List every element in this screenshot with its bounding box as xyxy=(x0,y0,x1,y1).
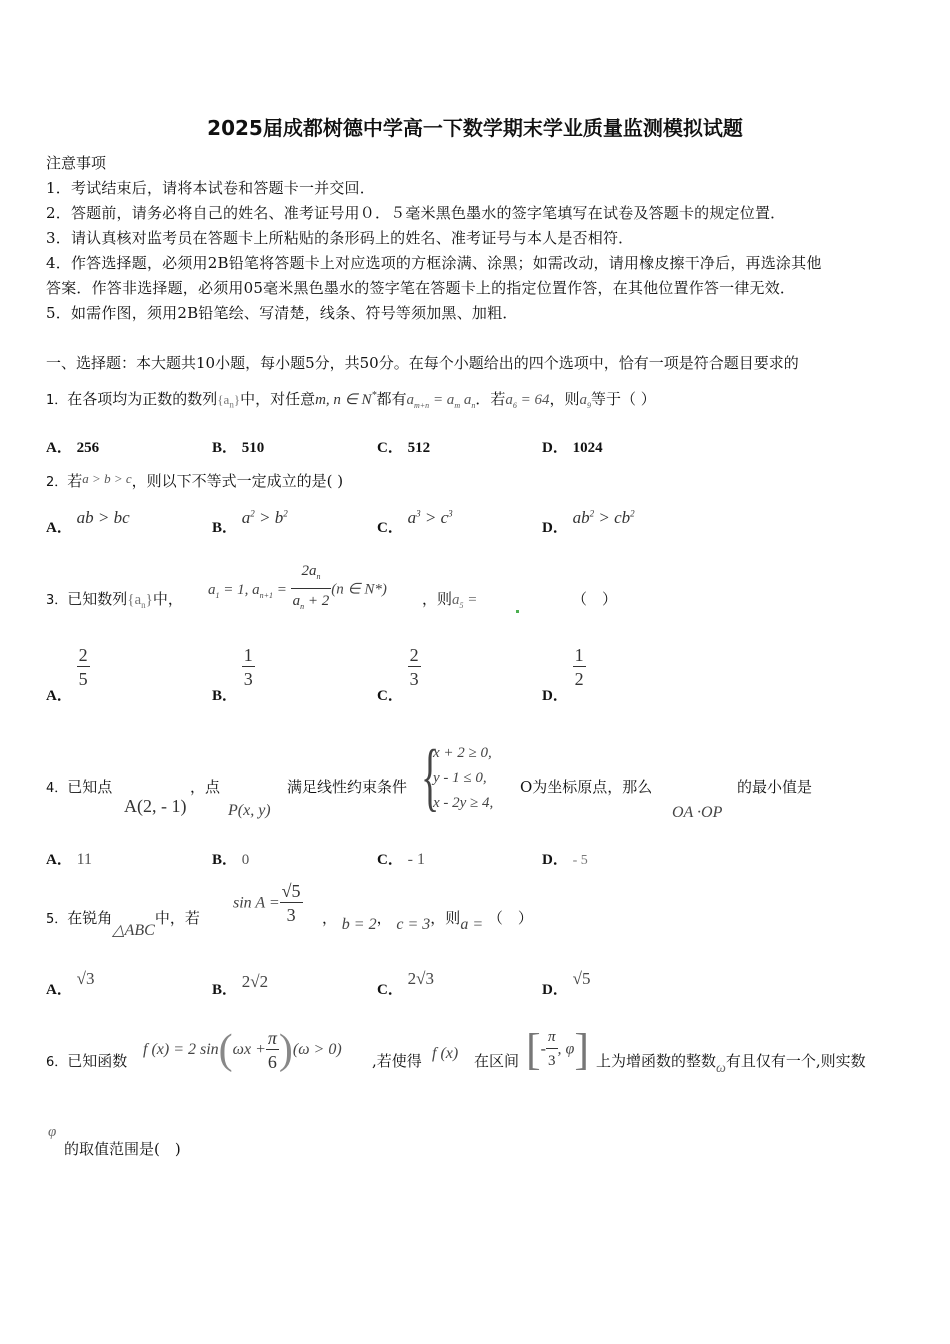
notice-item: 3．请认真核对监考员在答题卡上所粘贴的条形码上的姓名、准考证号与本人是否相符． xyxy=(46,229,634,247)
question-text: ，则 xyxy=(422,590,453,608)
page-title: 2025届成都树德中学高一下数学期末学业质量监测模拟试题 xyxy=(207,116,743,140)
question-text: 已知函数 xyxy=(67,1052,128,1070)
math-expression: $\{a_n\}$ xyxy=(127,592,153,610)
notice-item: 1．考试结束后，请将本试卷和答题卡一并交回． xyxy=(46,179,375,197)
option-b[interactable]: B． $a^2 > b^2$ xyxy=(212,508,288,536)
question-text: 中，若 xyxy=(154,909,200,927)
question-5-rest: ， b = 2， c = 3，则a = （ ） xyxy=(322,909,533,933)
math-sine-expression: sin A = $\frac{√5}{3}$ xyxy=(233,881,301,925)
notice-heading: 注意事项 xyxy=(46,154,107,172)
question-text: ，点 xyxy=(190,778,221,796)
section-heading: 一、选择题：本大题共10小题，每小题5分，共50分。在每个小题给出的四个选项中，恰有一项是符合题目要求的 xyxy=(46,354,799,372)
question-text: 等于（ ） xyxy=(591,390,656,408)
question-3-text xyxy=(46,588,183,610)
notice-item: 2．答题前，请务必将自己的姓名、准考证号用０．５毫米黑色墨水的签字笔填写在试卷及答题卡的规定位置． xyxy=(46,204,786,222)
question-text: 在各项均为正数的数列 xyxy=(67,390,218,408)
question-6-start xyxy=(46,1050,127,1071)
constraint-system xyxy=(433,741,493,816)
option-c[interactable]: C． 512 xyxy=(377,440,431,456)
math-expression: f (x) xyxy=(432,1045,459,1062)
option-c[interactable]: C． $a^3 > c^3$ xyxy=(377,508,453,536)
math-expression: $a_{m+n} = a_m$ $a_n$ xyxy=(406,392,476,410)
question-text: 上为增函数的整数ω有且仅有一个,则实数 xyxy=(596,1052,866,1076)
option-d[interactable]: D． √5 xyxy=(542,969,591,998)
question-text: 都有 xyxy=(376,390,407,408)
question-text: O为坐标原点，那么 xyxy=(520,778,653,796)
option-a[interactable]: A． $\frac{2}{5}$ xyxy=(46,645,88,704)
constraint: x - 2y ≥ 4, xyxy=(433,795,494,811)
question-text: 在锐角 xyxy=(67,909,113,927)
question-text: 中，对任意 xyxy=(240,390,316,408)
option-c[interactable]: C． - 1 xyxy=(377,851,425,868)
option-d[interactable]: D． $\frac{1}{2}$ xyxy=(542,645,584,704)
question-5 xyxy=(46,907,200,939)
brace-symbol: { xyxy=(421,735,440,819)
option-a[interactable]: A． ab > bc xyxy=(46,508,130,536)
question-text: ，则以下不等式一定成立的是( ) xyxy=(131,472,344,490)
math-expression: △ABC xyxy=(112,922,155,939)
question-2 xyxy=(46,470,343,491)
question-text: 的最小值是 xyxy=(737,778,813,796)
question-text: 满足线性约束条件 xyxy=(287,778,408,796)
math-expression: $\{a_n\}$ xyxy=(217,392,241,410)
question-number: 6． xyxy=(46,1055,68,1070)
question-text: ，则 xyxy=(549,390,580,408)
math-expression: $a_1 = 1$, $a_{n+1}$ = $\frac{2a_n}{a_n + 2}$ (n ∈ N*) xyxy=(208,560,387,619)
question-number: 3． xyxy=(46,593,68,608)
option-b[interactable]: B． 510 xyxy=(212,440,265,456)
question-text: 中， xyxy=(152,590,183,608)
option-d[interactable]: D． - 5 xyxy=(542,852,588,868)
option-a[interactable]: A． √3 xyxy=(46,969,95,998)
question-text: 已知数列 xyxy=(67,590,128,608)
stray-mark xyxy=(516,610,519,613)
math-expression: a > b > c xyxy=(82,471,132,486)
question-text: 若 xyxy=(67,472,83,490)
notice-item: 4．作答选择题，必须用2B铅笔将答题卡上对应选项的方框涂满、涂黑；如需改动，请用橡皮擦干净后，再选涂其他 xyxy=(46,254,822,272)
math-expression: $a_9$ xyxy=(579,392,591,410)
math-point-a: A(2, - 1) xyxy=(124,796,187,816)
option-a[interactable]: A． 11 xyxy=(46,851,93,868)
constraint: y - 1 ≤ 0, xyxy=(433,770,487,786)
math-phi: φ xyxy=(48,1124,57,1140)
question-number: 5． xyxy=(46,912,68,927)
question-number: 2． xyxy=(46,475,68,490)
question-3-text: ，则$a_5$ = xyxy=(422,590,478,610)
question-text: 已知点 xyxy=(67,778,113,796)
option-c[interactable]: C． 2√3 xyxy=(377,969,434,998)
math-dot-product: OA ·OP xyxy=(672,804,723,821)
math-interval: [- $\frac{\pi}{3}$ , φ] xyxy=(526,1025,590,1074)
constraint: x + 2 ≥ 0, xyxy=(433,745,492,761)
question-number: 1． xyxy=(46,393,68,408)
option-a[interactable]: A． 256 xyxy=(46,440,100,456)
question-text: 在区间 xyxy=(474,1052,520,1070)
option-d[interactable]: D． $ab^2 > cb^2$ xyxy=(542,508,635,536)
option-b[interactable]: B． 0 xyxy=(212,852,250,868)
question-text: 的取值范围是( ) xyxy=(64,1140,181,1158)
option-b[interactable]: B． $\frac{1}{3}$ xyxy=(212,645,253,704)
option-d[interactable]: D． 1024 xyxy=(542,440,603,456)
notice-item: 5．如需作图，须用2B铅笔绘、写清楚，线条、符号等须加黑、加粗． xyxy=(46,304,518,322)
option-b[interactable]: B． 2√2 xyxy=(212,972,269,998)
option-c[interactable]: C． $\frac{2}{3}$ xyxy=(377,645,419,704)
question-text: ,若使得 xyxy=(372,1052,422,1070)
answer-bracket: （ ） xyxy=(572,590,618,608)
question-4-text xyxy=(46,776,112,797)
question-text: ．若 xyxy=(475,390,506,408)
math-function: f (x) = 2 sin(ωx + $\frac{\pi}{6}$ )(ω > 0) xyxy=(143,1027,342,1073)
notice-item: 答案．作答非选择题，必须用05毫米黑色墨水的签字笔在答题卡上的指定位置作答，在其他位置作答一律无效． xyxy=(46,279,796,297)
question-number: 4． xyxy=(46,781,68,796)
question-1 xyxy=(46,388,656,410)
math-expression: $a_6 = 64$ xyxy=(505,392,550,410)
math-point-p: P(x, y) xyxy=(228,802,271,819)
math-expression: m, n ∈ N* xyxy=(315,390,377,408)
